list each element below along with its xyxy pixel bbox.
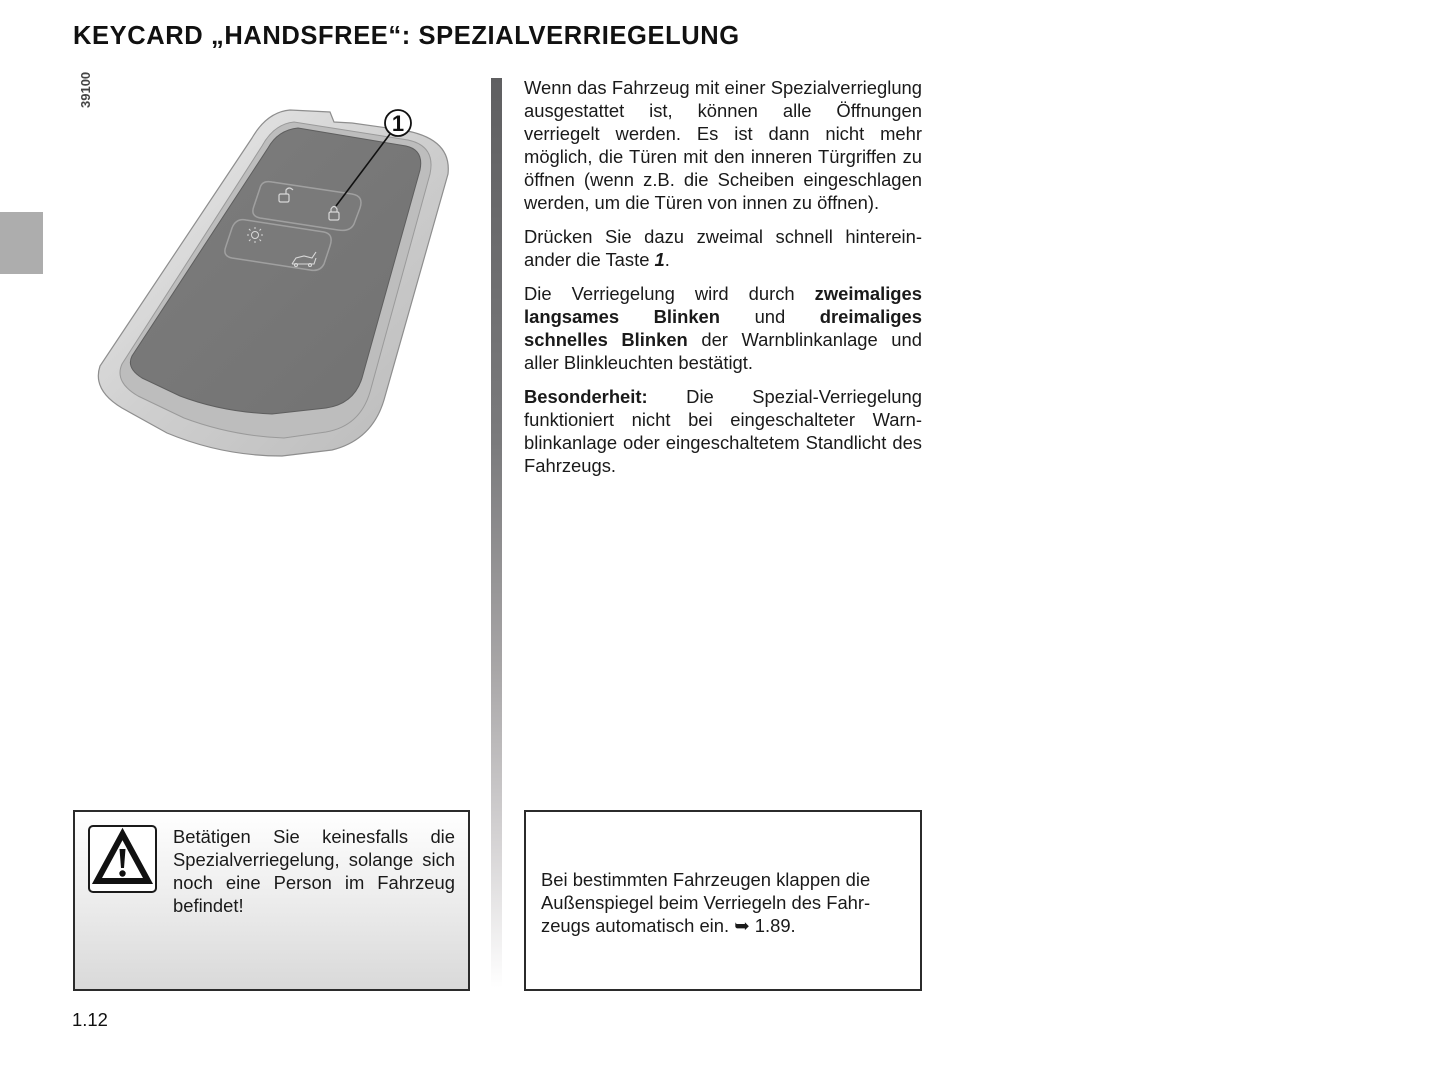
body-text [524, 76, 922, 488]
page-number: 1.12 [72, 1009, 108, 1030]
paragraph-confirmation: Die Verriegelung wird durch zweimaliges langsames Blinken und dreimaliges schnelles Blinken der Warnblinkanlage und aller Blinkleuchten bestätigt. [524, 283, 922, 373]
key-reference: 1 [654, 249, 665, 270]
keycard-illustration [72, 78, 468, 476]
keycard-figure [72, 71, 468, 476]
paragraph-intro: Wenn das Fahrzeug mit einer Spezialverrieglung ausgestattet ist, können alle Öffnungen verriegelt werden. Es ist dann nicht mehr möglich, die Türen mit den inneren Türgriffen zu öffnen (wenn z.B. die Scheiben eingeschlagen werden, um die Türen von innen zu öffnen). [524, 77, 922, 213]
paragraph-instruction: Drücken Sie dazu zweimal schnell hintereinander die Taste 1. [524, 226, 922, 270]
warning-triangle-icon [88, 825, 157, 893]
page-title: KEYCARD „HANDSFREE“: SPEZIALVERRIEGELUNG [73, 22, 740, 50]
column-divider [491, 78, 502, 988]
arrow-right-icon: ➥ [734, 915, 750, 936]
note-box [524, 810, 922, 991]
warning-text: Betätigen Sie keinesfalls die Spezialverriegelung, solange sich noch eine Person im Fahrzeug befindet! [173, 826, 455, 916]
callout-label: 1 [391, 111, 405, 136]
special-label: Besonderheit: [524, 386, 648, 407]
figure-number: 39100 [78, 71, 93, 108]
warning-box [73, 810, 470, 991]
paragraph-special-note: Besonderheit: Die Spezial-Verriegelung funktioniert nicht bei eingeschalteter Warnblinkanlage oder eingeschaltetem Standlicht des Fahrzeugs. [524, 386, 922, 476]
note-text: Bei bestimmten Fahrzeugen klappen die Außenspiegel beim Verriegeln des Fahrzeugs automatisch ein. ➥ 1.89. [541, 869, 871, 936]
page-reference-link[interactable]: 1.89. [749, 915, 796, 936]
section-tab [0, 212, 43, 274]
